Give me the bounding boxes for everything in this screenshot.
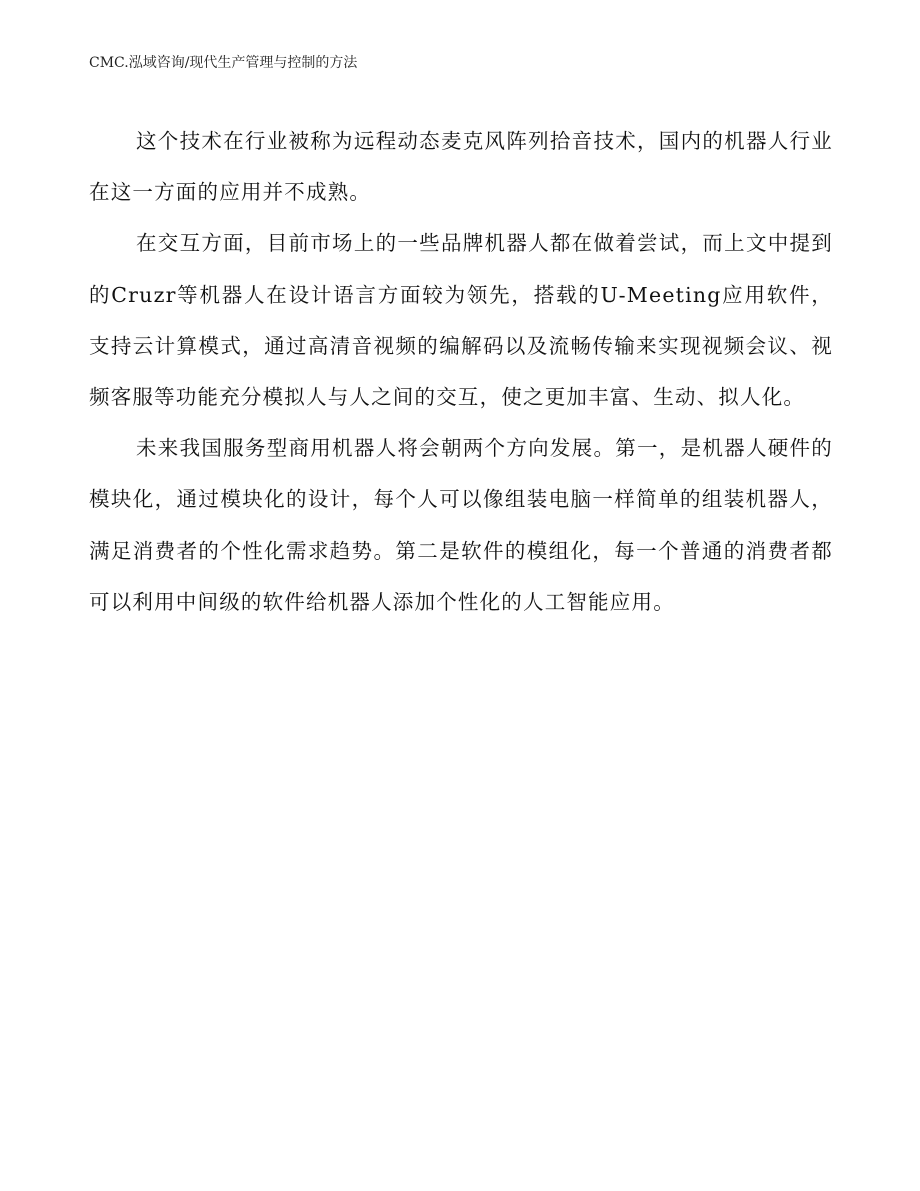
- paragraph-future-development: 未来我国服务型商用机器人将会朝两个方向发展。第一，是机器人硬件的模块化，通过模块化的设计，每个人可以像组装电脑一样简单的组装机器人，满足消费者的个性化需求趋势。第二是软件的模组化，每一个普通的消费者都可以利用中间级的软件给机器人添加个性化的人工智能应用。: [89, 436, 833, 614]
- running-header: CMC.泓域咨询/现代生产管理与控制的方法: [89, 55, 358, 71]
- paragraph-microphone-array: 这个技术在行业被称为远程动态麦克风阵列拾音技术，国内的机器人行业在这一方面的应用并不成熟。: [89, 129, 833, 205]
- document-body: [89, 116, 833, 628]
- paragraph-interaction: 在交互方面，目前市场上的一些品牌机器人都在做着尝试，而上文中提到的Cruzr等机器人在设计语言方面较为领先，搭载的U-Meeting应用软件，支持云计算模式，通过高清音视频的编解码以及流畅传输来实现视频会议、视频客服等功能充分模拟人与人之间的交互，使之更加丰富、生动、拟人化。: [89, 231, 833, 410]
